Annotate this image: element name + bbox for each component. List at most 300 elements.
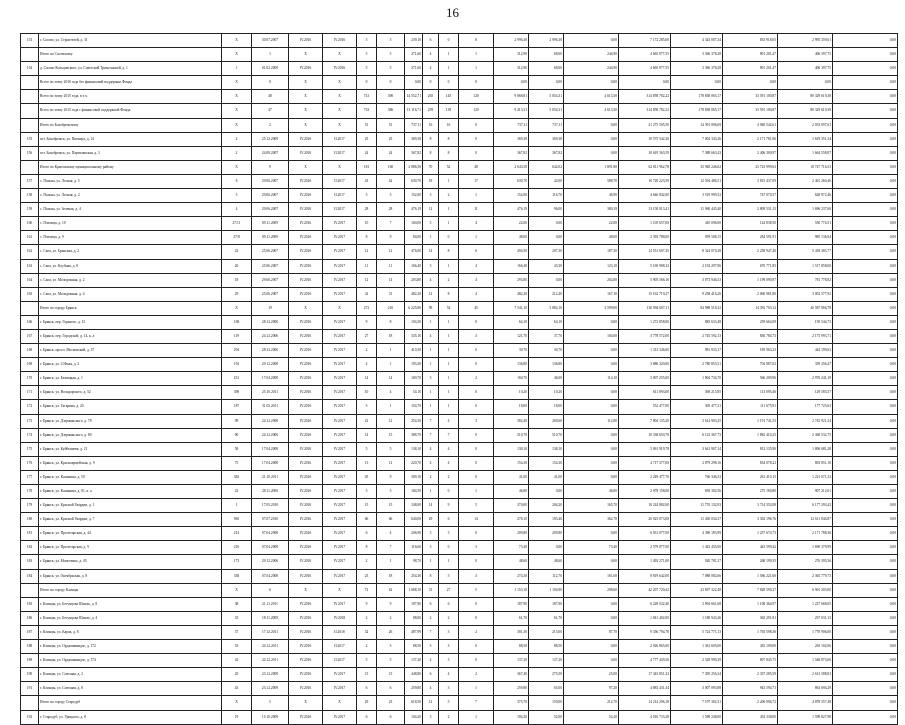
table-cell: 1 bbox=[423, 386, 439, 399]
table-cell: 2 206 006,72 bbox=[723, 696, 778, 709]
table-cell: 265 bbox=[423, 90, 439, 103]
table-cell: 30,70 bbox=[529, 344, 564, 357]
table-cell: 6 123 367,73 bbox=[671, 429, 723, 442]
table-cell: 0,00 bbox=[833, 626, 898, 639]
table-cell: 1 690 379,99 bbox=[778, 541, 833, 554]
table-cell: 7 bbox=[423, 626, 439, 639]
table-cell: 31 bbox=[377, 288, 405, 301]
table-cell: 0,00 bbox=[564, 457, 619, 470]
table-cell: 3 007 093,88 bbox=[671, 682, 723, 695]
table-cell: 2 bbox=[357, 612, 377, 625]
table-cell: 162 bbox=[21, 245, 39, 258]
table-cell: 3 bbox=[423, 260, 439, 273]
table-cell: 5 724 771,13 bbox=[671, 626, 723, 639]
table-cell: г. Брянск, ул. Куйбышева, д. 21 bbox=[39, 443, 222, 456]
table-cell: 0,00 bbox=[564, 400, 619, 413]
table-cell: г. Брянск, ул. Калинина, д. 81, к. а bbox=[39, 485, 222, 498]
table-cell: 24.12.2008 bbox=[252, 415, 289, 428]
table-cell: 12 bbox=[377, 457, 405, 470]
table-cell: г. Брянск, ул. Володарского, д. 52 bbox=[39, 386, 222, 399]
table-cell: 807 845,75 bbox=[723, 654, 778, 667]
table-cell: 23 bbox=[377, 696, 405, 709]
table-cell: 2 461 260,46 bbox=[778, 175, 833, 188]
table-cell: 10 224 882,00 bbox=[619, 499, 671, 512]
table-cell: 0,00 bbox=[564, 358, 619, 371]
table-cell: 104,00 bbox=[564, 330, 619, 343]
table-cell: 66 bbox=[377, 513, 405, 526]
table-cell: IV.2016 bbox=[289, 415, 323, 428]
table-cell: IV.2016 bbox=[323, 34, 357, 47]
table-cell: 1 bbox=[377, 344, 405, 357]
table-cell: 45 bbox=[357, 471, 377, 484]
table-cell: 25.06.2007 bbox=[252, 288, 289, 301]
table-cell: 215,00 bbox=[529, 626, 564, 639]
table-cell: 5 bbox=[423, 217, 439, 230]
table-cell: 15 bbox=[377, 499, 405, 512]
table-cell: Х bbox=[222, 119, 252, 132]
table-cell: 410,30 bbox=[405, 344, 423, 357]
table-cell: 0,00 bbox=[619, 76, 671, 89]
table-cell: 370,00 bbox=[494, 499, 529, 512]
table-row bbox=[21, 668, 898, 682]
table-cell: г. Стародуб, ул. Урицкого, д. 8 bbox=[39, 711, 222, 724]
table-cell: 22 bbox=[357, 415, 377, 428]
table-cell: 48,60 bbox=[529, 555, 564, 568]
table-cell: 0,00 bbox=[564, 654, 619, 667]
table-row bbox=[21, 189, 898, 203]
table-cell: 2 258 947,40 bbox=[723, 245, 778, 258]
table-cell: 21.10.2011 bbox=[252, 471, 289, 484]
table-cell: 0,00 bbox=[833, 471, 898, 484]
table-cell: 185 963,23 bbox=[723, 344, 778, 357]
table-cell: 375,70 bbox=[494, 696, 529, 709]
table-cell: 4 646 842,00 bbox=[619, 189, 671, 202]
table-cell: 8 bbox=[423, 570, 439, 583]
table-cell: 0,00 bbox=[833, 584, 898, 597]
table-cell: 21 275 505,50 bbox=[619, 119, 671, 132]
table-cell: 2 613 588,03 bbox=[778, 668, 833, 681]
table-cell: IV.2016 bbox=[289, 682, 323, 695]
table-cell: 184,50 bbox=[405, 485, 423, 498]
table-cell: 137,20 bbox=[529, 654, 564, 667]
table-cell: 152,00 bbox=[494, 189, 529, 202]
table-cell: 0,00 bbox=[833, 34, 898, 47]
table-cell: IV.2016 bbox=[289, 189, 323, 202]
table-cell: 6 bbox=[377, 711, 405, 724]
table-cell: 2 171 781,06 bbox=[723, 133, 778, 146]
table-cell: 07.04.2008 bbox=[252, 527, 289, 540]
table-cell: 7 197 302,31 bbox=[671, 696, 723, 709]
table-cell: 10 338 650,70 bbox=[619, 429, 671, 442]
table-cell: 1 bbox=[252, 48, 289, 61]
table-cell: 4 bbox=[423, 457, 439, 470]
table-cell: 4 883 431,34 bbox=[619, 682, 671, 695]
table-cell: 17.04.2008 bbox=[252, 443, 289, 456]
table-cell: 3 bbox=[423, 711, 439, 724]
table-cell: 29 bbox=[423, 513, 439, 526]
table-cell: IV.2017 bbox=[323, 668, 357, 681]
table-cell: 112,80 bbox=[564, 415, 619, 428]
table-cell: 206,90 bbox=[405, 527, 423, 540]
table-cell: 0,00 bbox=[833, 344, 898, 357]
table-cell: IV.2017 bbox=[323, 513, 357, 526]
table-cell: 261 410,15 bbox=[723, 471, 778, 484]
table-cell: 51 bbox=[357, 119, 377, 132]
table-cell: 157 bbox=[21, 175, 39, 188]
table-cell: 3 bbox=[423, 541, 439, 554]
table-cell: 0,00 bbox=[564, 34, 619, 47]
table-row bbox=[21, 217, 898, 231]
table-cell: 276 395,56 bbox=[778, 555, 833, 568]
table-cell: 0,00 bbox=[564, 316, 619, 329]
table-cell: Х bbox=[289, 161, 323, 174]
table-subtotal-row bbox=[21, 104, 898, 118]
table-cell: 0,00 bbox=[833, 231, 898, 244]
table-cell: 187,90 bbox=[494, 598, 529, 611]
table-cell: 0,00 bbox=[564, 119, 619, 132]
table-cell: 0,00 bbox=[833, 90, 898, 103]
table-cell: 29.06.2007 bbox=[252, 189, 289, 202]
table-cell: 1 272 858,00 bbox=[619, 316, 671, 329]
table-cell: с. Пчелица, д. 9 bbox=[39, 231, 222, 244]
table-cell: IV.2016 bbox=[289, 372, 323, 385]
table-cell: II.2017 bbox=[323, 203, 357, 216]
table-cell: 4 717 377,00 bbox=[619, 457, 671, 470]
table-cell: 178 838 065,17 bbox=[671, 104, 723, 117]
table-cell: 3 bbox=[423, 640, 439, 653]
table-cell: 1 bbox=[459, 682, 494, 695]
table-cell: 0 bbox=[459, 598, 494, 611]
table-cell: 737,11 bbox=[494, 119, 529, 132]
table-cell: 965 bbox=[222, 513, 252, 526]
table-cell: 3 778 572,00 bbox=[619, 330, 671, 343]
table-cell: 812 135,90 bbox=[723, 443, 778, 456]
table-cell: 7 bbox=[459, 696, 494, 709]
table-cell: IV.2016 bbox=[289, 612, 323, 625]
table-cell: 166 bbox=[21, 316, 39, 329]
table-subtotal-row bbox=[21, 161, 898, 175]
table-cell: 7 341,10 bbox=[494, 302, 529, 315]
table-cell: 2 bbox=[357, 555, 377, 568]
table-cell: 1 bbox=[377, 555, 405, 568]
table-cell: 54 bbox=[439, 302, 459, 315]
table-cell: IV.2016 bbox=[289, 386, 323, 399]
table-cell: 3 873 946,33 bbox=[671, 274, 723, 287]
table-cell: 14 391 006,69 bbox=[671, 119, 723, 132]
table-cell: 0,00 bbox=[833, 570, 898, 583]
table-cell: 158 bbox=[21, 189, 39, 202]
table-cell: с. Сапа, ул. Молодежная, д. 2 bbox=[39, 274, 222, 287]
table-cell: 4 bbox=[459, 274, 494, 287]
table-cell: 0 bbox=[459, 358, 494, 371]
table-cell: 1 153,10 bbox=[494, 584, 529, 597]
table-cell: 0,00 bbox=[833, 260, 898, 273]
table-cell: 0,00 bbox=[564, 640, 619, 653]
table-cell bbox=[21, 119, 39, 132]
table-cell: 4 bbox=[423, 48, 439, 61]
table-cell: 121,70 bbox=[494, 330, 529, 343]
table-cell: 167 bbox=[21, 330, 39, 343]
table-cell: 0,00 bbox=[833, 133, 898, 146]
table-cell: 367,82 bbox=[494, 147, 529, 160]
table-cell: 0 bbox=[439, 76, 459, 89]
table-cell: 4 bbox=[459, 217, 494, 230]
table-row bbox=[21, 358, 898, 372]
table-cell: 0 bbox=[459, 76, 494, 89]
table-cell: 212,70 bbox=[564, 696, 619, 709]
table-cell: г. Брянск, ул. Красноармейская, д. 9 bbox=[39, 457, 222, 470]
table-cell: 7 395 256,34 bbox=[671, 668, 723, 681]
table-cell: 12 bbox=[423, 288, 439, 301]
table-cell: 104,20 bbox=[494, 711, 529, 724]
table-cell: 136,80 bbox=[494, 358, 529, 371]
table-cell: 733 bbox=[357, 104, 377, 117]
table-cell: 51 bbox=[377, 119, 405, 132]
table-cell: 168 bbox=[222, 316, 252, 329]
table-cell: 12 bbox=[377, 415, 405, 428]
table-cell: 32 bbox=[357, 626, 377, 639]
table-cell: 4 665 977,55 bbox=[619, 48, 671, 61]
table-cell: 33 591 100,87 bbox=[723, 90, 778, 103]
table-cell: 62 811 962,78 bbox=[619, 161, 671, 174]
table-cell: II.2017 bbox=[323, 133, 357, 146]
table-cell: IV.2017 bbox=[323, 217, 357, 230]
table-cell: 0,00 bbox=[833, 443, 898, 456]
table-cell: 52,20 bbox=[564, 711, 619, 724]
table-cell: 0,00 bbox=[833, 400, 898, 413]
table-cell: 6 228 032,40 bbox=[619, 598, 671, 611]
table-cell: Всего по этапу 2015 года с финансовой поддержкой Фонда bbox=[39, 104, 222, 117]
table-cell: IV.2018 bbox=[323, 612, 357, 625]
table-cell: 10,20 bbox=[494, 386, 529, 399]
table-cell: 61,70 bbox=[494, 612, 529, 625]
table-row bbox=[21, 654, 898, 668]
table-cell: 985 136,94 bbox=[778, 231, 833, 244]
table-cell: 338 bbox=[222, 570, 252, 583]
table-cell: 46,00 bbox=[529, 372, 564, 385]
table-cell: IV.2017 bbox=[323, 598, 357, 611]
table-cell: 113 095,46 bbox=[723, 386, 778, 399]
table-cell: 4 bbox=[222, 203, 252, 216]
table-cell: 588,70 bbox=[564, 175, 619, 188]
table-cell: 0,00 bbox=[671, 76, 723, 89]
table-cell: 120 bbox=[459, 90, 494, 103]
table-cell: IV.2016 bbox=[289, 485, 323, 498]
table-cell: 0,00 bbox=[529, 231, 564, 244]
table-cell: г. Брянск, ул. Гагарина, д. 20 bbox=[39, 400, 222, 413]
table-cell: г. Сасово, ул. Строителей, д. 31 bbox=[39, 34, 222, 47]
table-cell: 0,00 bbox=[529, 274, 564, 287]
table-cell: 0 bbox=[439, 231, 459, 244]
table-cell: 23 723 999,63 bbox=[723, 161, 778, 174]
table-cell: 43 bbox=[357, 175, 377, 188]
table-cell: 30.07.2007 bbox=[252, 34, 289, 47]
table-cell: 1 191 741,53 bbox=[723, 415, 778, 428]
table-cell: 14 bbox=[377, 274, 405, 287]
table-cell: 0,00 bbox=[833, 175, 898, 188]
table-cell: 166,40 bbox=[494, 260, 529, 273]
table-cell: 7 804 135,20 bbox=[619, 415, 671, 428]
table-cell: с. Сапа, ул. Клубная, д. 8 bbox=[39, 260, 222, 273]
table-cell: 3 714 352,08 bbox=[723, 499, 778, 512]
table-cell: 18 bbox=[377, 570, 405, 583]
table-cell: 14 bbox=[357, 429, 377, 442]
table-cell: 0 bbox=[439, 34, 459, 47]
table-cell: 187,90 bbox=[529, 598, 564, 611]
table-cell: 369,38 bbox=[494, 133, 529, 146]
table-cell: 2 060 981,80 bbox=[723, 288, 778, 301]
table-cell: 1 bbox=[439, 203, 459, 216]
table-cell: 0,00 bbox=[833, 119, 898, 132]
table-cell: 0 bbox=[459, 386, 494, 399]
table-cell: 171 bbox=[21, 386, 39, 399]
table-cell: IV.2017 bbox=[323, 316, 357, 329]
table-cell: 0,00 bbox=[833, 147, 898, 160]
table-cell: 1 221 671,32 bbox=[778, 471, 833, 484]
table-cell: 160,00 bbox=[405, 217, 423, 230]
table-cell: г. Брянск, ул. 3 Июля, д. 2 bbox=[39, 358, 222, 371]
table-cell: IV.2016 bbox=[289, 133, 323, 146]
table-cell: 212,40 bbox=[529, 288, 564, 301]
table-cell: 1 bbox=[377, 358, 405, 371]
table-cell: 0,00 bbox=[564, 344, 619, 357]
table-cell: 274,30 bbox=[494, 570, 529, 583]
table-row bbox=[21, 415, 898, 429]
table-cell: 116,70 bbox=[529, 189, 564, 202]
table-cell: 1 566 221,60 bbox=[723, 570, 778, 583]
table-cell: IV.2016 bbox=[289, 217, 323, 230]
table-cell: 369 215,85 bbox=[671, 386, 723, 399]
table-cell: 193,30 bbox=[405, 358, 423, 371]
table-cell: 11 bbox=[377, 260, 405, 273]
table-cell: II.2017 bbox=[323, 175, 357, 188]
table-row bbox=[21, 274, 898, 288]
table-cell: 5 bbox=[377, 189, 405, 202]
table-cell: 259 bbox=[423, 104, 439, 117]
table-cell: 163 bbox=[21, 260, 39, 273]
table-cell: 187,30 bbox=[564, 245, 619, 258]
table-cell: 202,80 bbox=[564, 274, 619, 287]
table-cell: 4 613,50 bbox=[564, 90, 619, 103]
table-cell: 5 418 383,77 bbox=[778, 245, 833, 258]
table-cell: IV.2016 bbox=[289, 471, 323, 484]
table-cell: 33 591 100,87 bbox=[723, 104, 778, 117]
table-cell: 14 bbox=[377, 372, 405, 385]
table-cell: 482,20 bbox=[494, 288, 529, 301]
table-cell: 185 bbox=[21, 598, 39, 611]
table-cell: 46,80 bbox=[494, 485, 529, 498]
table-cell: 17 343 851,32 bbox=[619, 668, 671, 681]
table-cell: 48,60 bbox=[494, 555, 529, 568]
table-cell: 27 bbox=[439, 584, 459, 597]
table-cell: 187 bbox=[21, 626, 39, 639]
table-cell: 1 bbox=[222, 499, 252, 512]
table-cell: 8 bbox=[459, 34, 494, 47]
table-cell: IV.2016 bbox=[289, 555, 323, 568]
table-cell: 8 bbox=[439, 147, 459, 160]
table-cell: 7 bbox=[423, 415, 439, 428]
table-cell: 2 bbox=[439, 471, 459, 484]
table-cell: II.2017 bbox=[323, 654, 357, 667]
table-cell: 4 bbox=[377, 386, 405, 399]
table-cell: 8 bbox=[357, 231, 377, 244]
table-cell: 0,00 bbox=[833, 711, 898, 724]
table-cell: 6 bbox=[423, 598, 439, 611]
table-cell: Х bbox=[289, 584, 323, 597]
table-cell: 0,00 bbox=[833, 668, 898, 681]
table-cell: 12 bbox=[377, 245, 405, 258]
table-cell: IV.2017 bbox=[323, 400, 357, 413]
table-cell: 8 bbox=[423, 147, 439, 160]
table-cell: 18,00 bbox=[529, 400, 564, 413]
table-cell: 0,00 bbox=[833, 541, 898, 554]
table-cell: 0,00 bbox=[529, 76, 564, 89]
table-cell bbox=[21, 48, 39, 61]
table-cell: 75 bbox=[222, 457, 252, 470]
table-row bbox=[21, 316, 898, 330]
table-cell: 2 bbox=[357, 640, 377, 653]
table-cell: 6 bbox=[423, 668, 439, 681]
table-cell: 0,00 bbox=[564, 386, 619, 399]
table-cell: 630,70 bbox=[405, 175, 423, 188]
table-cell: 15 162 719,27 bbox=[619, 288, 671, 301]
table-cell: 1 bbox=[459, 189, 494, 202]
table-cell: 254,30 bbox=[405, 415, 423, 428]
table-cell: 1 180 943,46 bbox=[671, 612, 723, 625]
table-cell: 31 bbox=[423, 584, 439, 597]
table-cell: IV.2016 bbox=[289, 358, 323, 371]
table-cell: 3 614 903,25 bbox=[671, 415, 723, 428]
table-cell: 0,00 bbox=[564, 612, 619, 625]
table-cell: 209,80 bbox=[494, 527, 529, 540]
table-cell: 10 bbox=[357, 386, 377, 399]
table-cell: 191 bbox=[21, 682, 39, 695]
table-cell: 0 bbox=[459, 344, 494, 357]
table-cell: 10 575 542,26 bbox=[619, 133, 671, 146]
table-cell: IV.2016 bbox=[289, 711, 323, 724]
table-cell: 0 bbox=[357, 76, 377, 89]
table-cell: 1 806 681,28 bbox=[778, 443, 833, 456]
table-cell: 362,70 bbox=[564, 513, 619, 526]
table-cell: 17.12.2011 bbox=[252, 626, 289, 639]
table-cell: 0,00 bbox=[833, 513, 898, 526]
table-cell: IV.2017 bbox=[323, 570, 357, 583]
table-cell: IV.2017 bbox=[323, 231, 357, 244]
table-cell: 9 bbox=[357, 316, 377, 329]
table-cell: 0,00 bbox=[833, 696, 898, 709]
table-cell: 410 096,00 bbox=[671, 217, 723, 230]
table-cell: IV.2017 bbox=[323, 443, 357, 456]
table-cell: 628 972,46 bbox=[778, 189, 833, 202]
table-cell: IV.2016 bbox=[289, 598, 323, 611]
table-cell: Х bbox=[323, 76, 357, 89]
table-cell: 566 209,96 bbox=[723, 372, 778, 385]
table-cell: 182 bbox=[21, 541, 39, 554]
table-cell: 1 bbox=[439, 358, 459, 371]
table-cell: 1 891,80 bbox=[564, 161, 619, 174]
table-cell: Всего по этапу 2016 года без финансовой поддержки Фонда bbox=[39, 76, 222, 89]
table-cell: 152,00 bbox=[405, 189, 423, 202]
table-cell: 98,70 bbox=[405, 555, 423, 568]
table-cell: 640,00 bbox=[405, 513, 423, 526]
table-cell: 189 bbox=[21, 654, 39, 667]
table-cell: 170 bbox=[21, 372, 39, 385]
table-cell: 41,00 bbox=[494, 471, 529, 484]
table-cell: 25.12.2009 bbox=[252, 133, 289, 146]
table-cell: 22,00 bbox=[494, 217, 529, 230]
table-cell: 58 bbox=[222, 443, 252, 456]
table-cell: 165,70 bbox=[564, 499, 619, 512]
